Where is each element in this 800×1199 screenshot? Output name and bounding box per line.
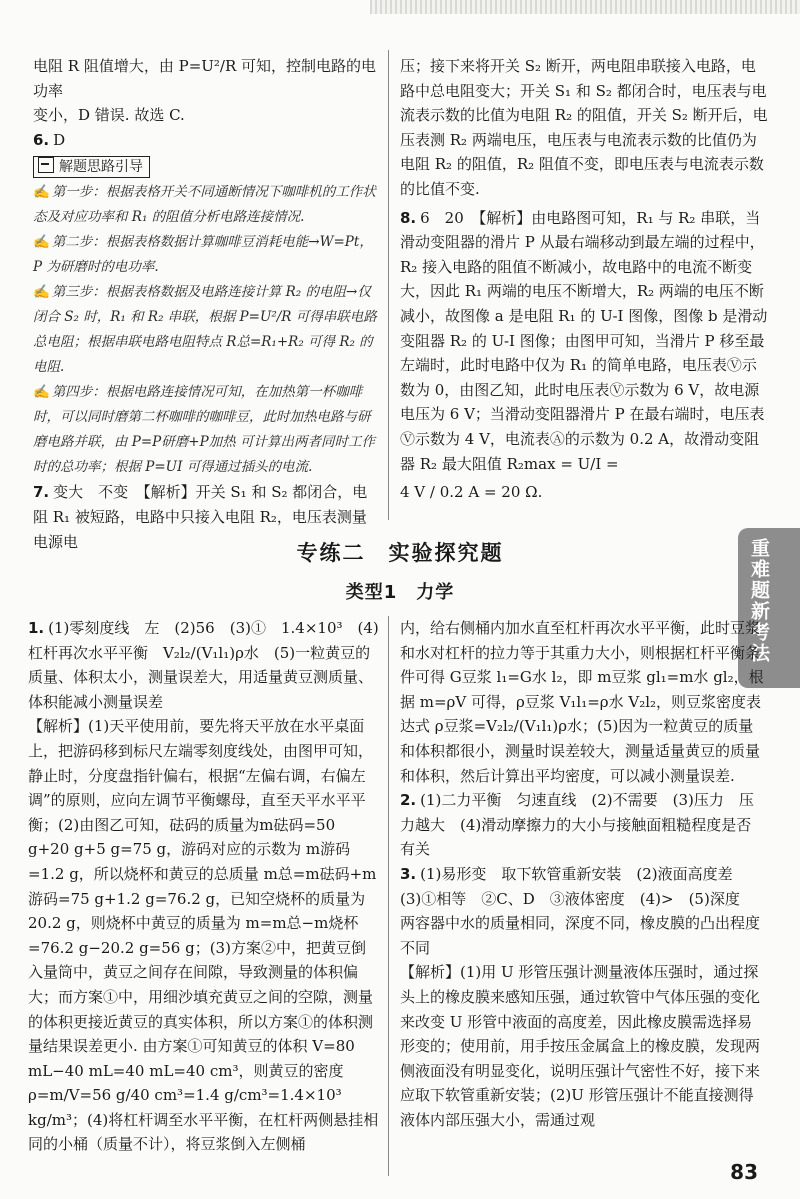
- question-number: 6.: [33, 130, 50, 149]
- question-number: 3.: [400, 864, 417, 883]
- question-3: 3. (1)易形变 取下软管重新安装 (2)液面高度差 (3)①相等 ②C、D ③液体密度 (4)> (5)深度 两容器中水的质量相同，深度不同，橡皮膜的凸出程度不同: [400, 864, 761, 957]
- side-tab-label: 重难题新考法: [748, 538, 770, 664]
- question-6: [33, 128, 378, 153]
- section-title: 专练二 实验探究题: [296, 541, 504, 565]
- upper-left-column: [33, 54, 378, 554]
- question-2: 2. (1)二力平衡 匀速直线 (2)不需要 (3)压力 压力越大 (4)滑动摩擦力的大小与接触面粗糙程度是否有关: [400, 791, 754, 859]
- pen-icon: ✍: [33, 284, 50, 301]
- explanation: 【解析】(1)用 U 形管压强计测量液体压强时，通过探头上的橡皮膜来感知压强，通过软管中气体压强的变化来改变 U 形管中液面的高度差，因此橡皮膜需选择易形变的；使用前，用手按压金属盒上的橡皮膜，发现两侧液面没有明显变化，说明压强计气密性不好，接下来应取下软管重新安装；(2)U 形管压强计不能直接测得液体内部压强大小，需通过观: [400, 963, 761, 1129]
- type-title: 类型1 力学: [345, 582, 455, 603]
- text-line: 电阻 R 阻值增大，由 P=U²/R 可知，控制电路的电功率: [33, 57, 377, 100]
- column-divider: [388, 50, 389, 520]
- question-number: 1.: [28, 619, 45, 637]
- pen-icon: ✍: [33, 384, 50, 401]
- text-line: 变小，D 错误. 故选 C.: [33, 106, 185, 125]
- question-number: 7.: [33, 483, 50, 502]
- pencil-note-icon: [38, 157, 54, 173]
- hint-heading: 解题思路引导: [33, 156, 150, 178]
- lower-left-column: [28, 616, 380, 1157]
- question-8: 8. 6 20 【解析】由电路图可知，R₁ 与 R₂ 串联，当滑动变阻器的滑片 P 从最右端移动到最左端的过程中，R₂ 接入电路的阻值不断减小，故电路中的电流不断变大，因此 R₁ 两端的电压不断增大，R₂ 两端的电压不断减小，故图像 a 是电阻 R₁ 的 U-I 图像，图像 b 是滑动变阻器 R₂ 的 U-I 图像；由图甲可知，当滑片 P 移至最左端时，此时电路中仅为 R₁ 的简单电路，电压表Ⓥ示数为 0，由图乙知，此时电压表Ⓥ示数为 6 V，故电源电压为 6 V；当滑动变阻器滑片 P 在最右端时，电压表Ⓥ示数为 4 V，电流表Ⓐ的示数为 0.2 A，故滑动变阻器 R₂ 最大阻值 R₂max = U/I =: [400, 208, 768, 473]
- question-7: 7. 变大 不变 【解析】开关 S₁ 和 S₂ 都闭合，电阻 R₁ 被短路，电路中只接入电阻 R₂，电压表测量电源电: [33, 483, 368, 551]
- hint-step: ✍ 第二步：根据表格数据计算咖啡豆消耗电能→W=Pt，P 为研磨时的电功率.: [33, 234, 373, 276]
- answer: D: [53, 130, 66, 149]
- formula-result: 4 V / 0.2 A = 20 Ω.: [400, 483, 543, 502]
- upper-right-column: [400, 54, 770, 505]
- question-1: 1. (1)零刻度线 左 (2)56 (3)① 1.4×10³ (4)杠杆再次水平平衡 V₂l₂/(V₁l₁)ρ水 (5)一粒黄豆的质量、体积太小，测量误差大，用适量黄豆测质量、体积能减小测量误差: [28, 619, 379, 711]
- hint-step: ✍ 第三步：根据表格数据及电路连接计算 R₂ 的电阻→仅闭合 S₂ 时，R₁ 和 R₂ 串联，根据 P=U²/R 可得串联电路总电阻；根据串联电路电阻特点 R总=R₁+R₂ 可得 R₂ 的电阻.: [33, 284, 377, 376]
- question-number: 8.: [400, 208, 417, 227]
- scan-top-band: [370, 0, 800, 14]
- text-paragraph: 内，给右侧桶内加水直至杠杆再次水平平衡，此时豆浆和水对杠杆的拉力等于其重力大小，则根据杠杆平衡条件可得 G豆浆 l₁=G水 l₂，即 m豆浆 gl₁=m水 gl₂，根据 m=ρV 可得，ρ豆浆 V₁l₁=ρ水 V₂l₂，则豆浆密度表达式 ρ豆浆=V₂l₂/(V₁l₁)ρ水；(5)因为一粒黄豆的质量和体积都很小，测量时误差较大，测量适量黄豆的质量和体积，然后计算出平均密度，可以减小测量误差.: [400, 619, 764, 785]
- lower-right-column: [400, 616, 766, 1132]
- question-number: 2.: [400, 791, 417, 810]
- pen-icon: ✍: [33, 184, 50, 201]
- pen-icon: ✍: [33, 234, 50, 251]
- hint-step: ✍ 第一步：根据表格开关不同通断情况下咖啡机的工作状态及对应功率和 R₁ 的阻值分析电路连接情况.: [33, 184, 376, 226]
- explanation: 【解析】(1)天平使用前，要先将天平放在水平桌面上，把游码移到标尺左端零刻度线处，由图甲可知，静止时，分度盘指针偏右，根据“左偏右调，右偏左调”的原则，应向左调节平衡螺母，直至天平水平平衡；(2)由图乙可知，砝码的质量为m砝码=50 g+20 g+5 g=75 g，游码对应的示数为 m游码=1.2 g，所以烧杯和黄豆的总质量 m总=m砝码+m游码=75 g+1.2 g=76.2 g，已知空烧杯的质量为 20.2 g，则烧杯中黄豆的质量为 m=m总−m烧杯=76.2 g−20.2 g=56 g；(3)方案②中，把黄豆倒入量筒中，黄豆之间存在间隙，导致测量的体积偏大；而方案①中，用细沙填充黄豆之间的空隙，测量的体积更接近黄豆的真实体积，所以方案①的体积测量结果误差更小. 由方案①可知黄豆的体积 V=80 mL−40 mL=40 mL=40 cm³，则黄豆的密度 ρ=m/V=56 g/40 cm³=1.4 g/cm³=1.4×10³ kg/m³；(4)将杠杆调至水平平衡，在杠杆两侧悬挂相同的小桶（质量不计），将豆浆倒入左侧桶: [28, 717, 379, 1154]
- hint-step: ✍ 第四步：根据电路连接情况可知，在加热第一杯咖啡时，可以同时磨第二杯咖啡的咖啡豆，此时加热电路与研磨电路并联，由 P=P研磨+P加热 可计算出两者同时工作时的总功率；根据 P=UI 可得通过插头的电流.: [33, 384, 375, 476]
- column-divider: [388, 616, 389, 1176]
- text-paragraph: 压；接下来将开关 S₂ 断开，两电阻串联接入电路，电路中总电阻变大；开关 S₁ 和 S₂ 都闭合时，电压表与电流表示数的比值为电阻 R₂ 的阻值，开关 S₂ 断开后，电压表测 R₂ 两端电压，电压表与电流表示数的比值仍为电阻 R₂ 的阻值，R₂ 阻值不变，即电压表与电流表示数的比值不变.: [400, 57, 768, 198]
- page-number: 83: [730, 1160, 758, 1184]
